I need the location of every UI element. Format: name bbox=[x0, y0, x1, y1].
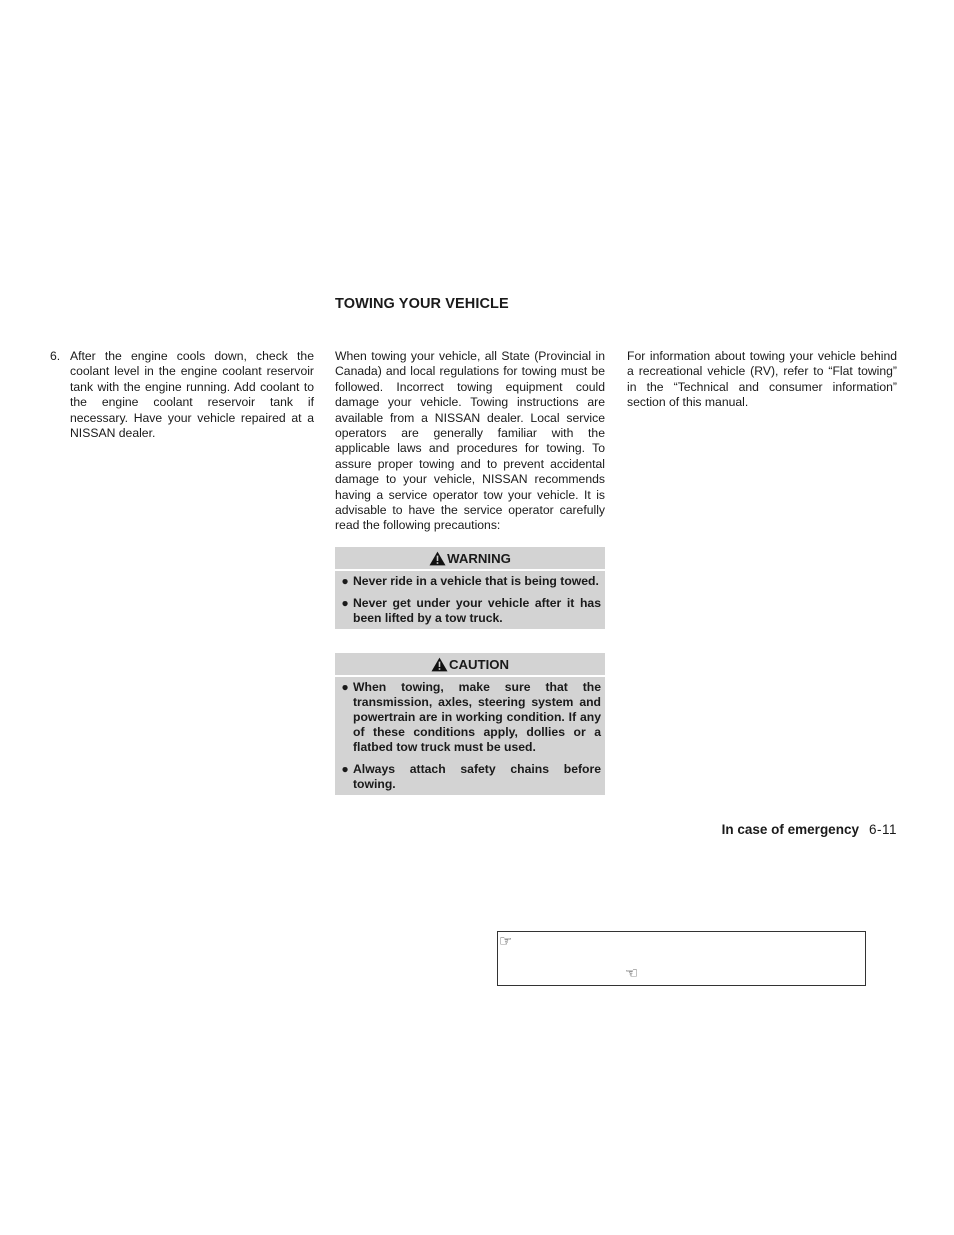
warning-body bbox=[335, 571, 605, 629]
warning-item bbox=[337, 574, 601, 589]
left-column bbox=[50, 349, 314, 441]
flat-towing-reference: For information about towing your vehicle behind a recreational vehicle (RV), refer to “Flat towing” in the “Technical and consumer information” section of this manual. bbox=[627, 349, 897, 410]
warning-item-text: Never get under your vehicle after it has been lifted by a tow truck. bbox=[353, 596, 601, 625]
caution-header bbox=[335, 653, 605, 677]
pointing-hand-icon: ☜ bbox=[625, 964, 639, 982]
reference-box bbox=[497, 931, 866, 986]
bullet-icon: ● bbox=[341, 762, 349, 776]
warning-title: WARNING bbox=[447, 550, 511, 566]
warning-item-text: Never ride in a vehicle that is being towed. bbox=[353, 574, 599, 588]
warning-box bbox=[335, 547, 605, 629]
right-column bbox=[627, 349, 897, 411]
section-title: TOWING YOUR VEHICLE bbox=[335, 296, 509, 312]
page-footer bbox=[722, 822, 897, 837]
step-item bbox=[50, 349, 314, 441]
step-text: After the engine cools down, check the coolant level in the engine coolant reservoir tank with the engine running. Add coolant to the engine coolant reservoir tank if necessary. Have your vehicle repaired at a NISSAN dealer. bbox=[70, 349, 314, 441]
bullet-icon: ● bbox=[341, 574, 349, 588]
warning-triangle-icon bbox=[431, 657, 448, 672]
middle-column bbox=[335, 349, 605, 534]
page-number: 6-11 bbox=[868, 822, 897, 837]
pointing-hand-icon: ☞ bbox=[499, 932, 513, 950]
bullet-icon: ● bbox=[341, 596, 349, 610]
caution-item bbox=[337, 680, 601, 755]
caution-item-text: When towing, make sure that the transmission, axles, steering system and powertrain are in working condition. If any of these conditions apply, dollies or a flatbed tow truck must be used. bbox=[353, 680, 601, 754]
caution-item bbox=[337, 762, 601, 792]
step-number: 6. bbox=[50, 349, 61, 363]
chapter-title: In case of emergency bbox=[721, 822, 859, 837]
caution-item-text: Always attach safety chains before towing. bbox=[353, 762, 601, 791]
warning-header bbox=[335, 547, 605, 571]
warning-triangle-icon bbox=[429, 551, 446, 566]
caution-title: CAUTION bbox=[448, 656, 510, 672]
towing-intro-paragraph: When towing your vehicle, all State (Provincial in Canada) and local regulations for towing must be followed. Incorrect towing equipment could damage your vehicle. Towing instructions are available from a NISSAN dealer. Local service operators are generally familiar with the applicable laws and procedures for towing. To assure proper towing and to prevent accidental damage to your vehicle, NISSAN recommends having a service operator tow your vehicle. It is advisable to have the service operator carefully read the following precautions: bbox=[335, 349, 605, 533]
warning-item bbox=[337, 596, 601, 626]
caution-box bbox=[335, 653, 605, 795]
caution-body bbox=[335, 677, 605, 795]
bullet-icon: ● bbox=[341, 680, 349, 694]
